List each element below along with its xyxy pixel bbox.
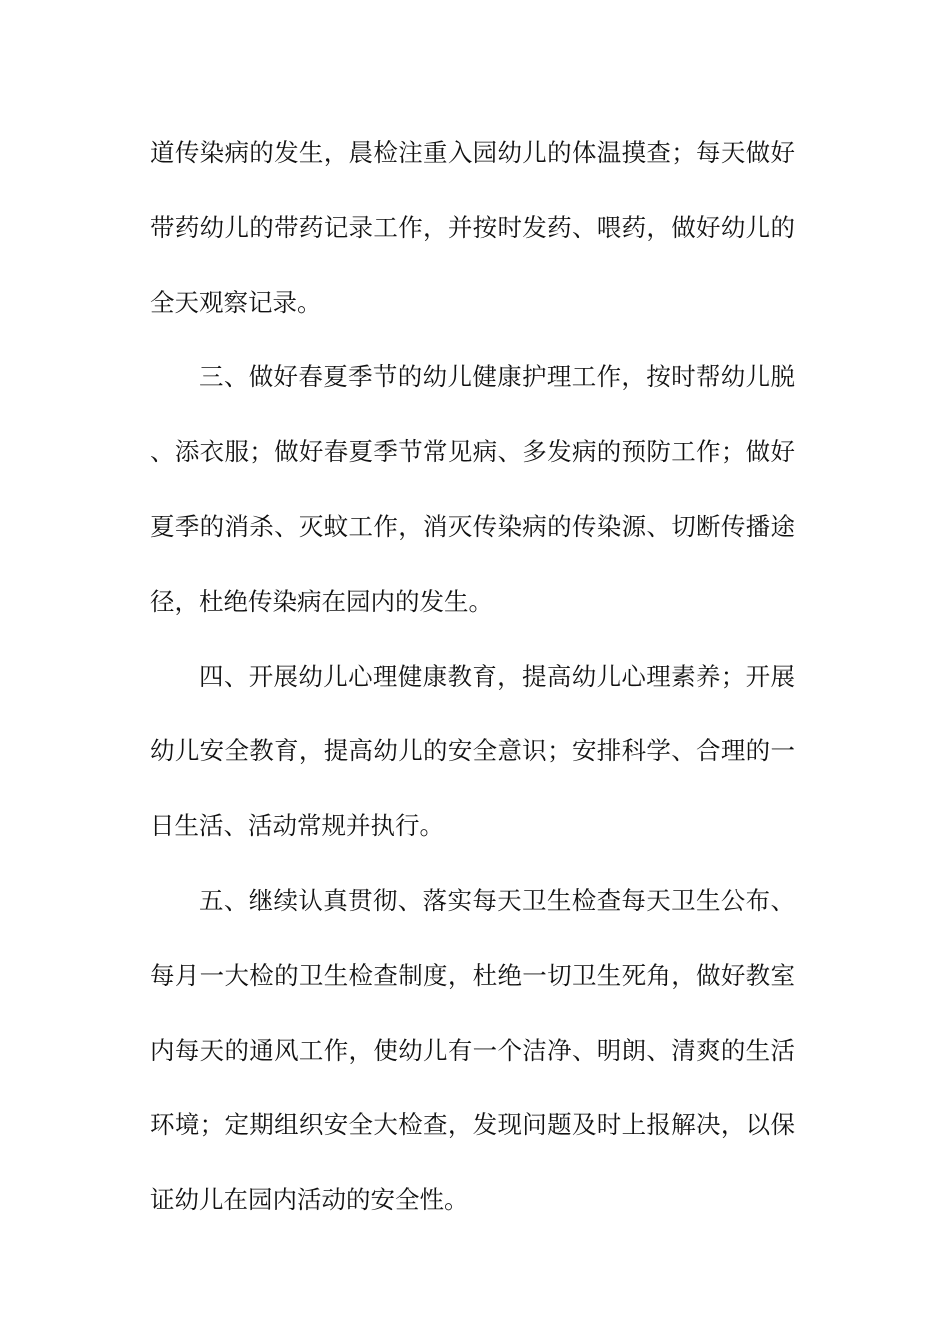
- paragraph-continuation: 道传染病的发生，晨检注重入园幼儿的体温摸查；每天做好带药幼儿的带药记录工作，并按时发药、喂药，做好幼儿的全天观察记录。: [150, 138, 795, 317]
- paragraph-item-5: 五、继续认真贯彻、落实每天卫生检查每天卫生公布、每月一大检的卫生检查制度，杜绝一切卫生死角，做好教室内每天的通风工作，使幼儿有一个洁净、明朗、清爽的生活环境；定期组织安全大检查，发现问题及时上报解决，以保证幼儿在园内活动的安全性。: [150, 885, 795, 1215]
- paragraph-item-3: 三、做好春夏季节的幼儿健康护理工作，按时帮幼儿脱、添衣服；做好春夏季节常见病、多发病的预防工作；做好夏季的消杀、灭蚊工作，消灭传染病的传染源、切断传播途径，杜绝传染病在园内的发生。: [150, 362, 795, 616]
- document-page: [150, 116, 795, 1238]
- paragraph-item-4: 四、开展幼儿心理健康教育，提高幼儿心理素养；开展幼儿安全教育，提高幼儿的安全意识；安排科学、合理的一日生活、活动常规并执行。: [150, 661, 795, 841]
